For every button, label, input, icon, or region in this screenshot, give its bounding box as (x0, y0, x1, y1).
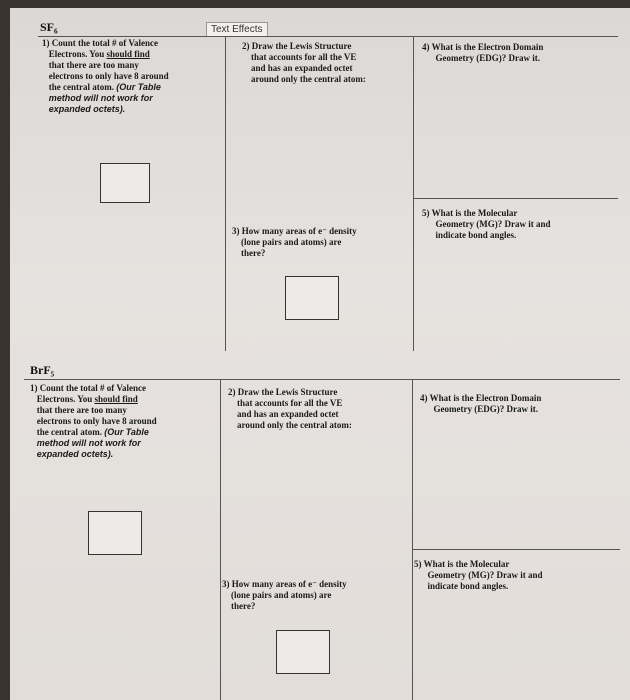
grid-line (24, 379, 620, 380)
grid-line (413, 198, 618, 199)
section-sf6 (10, 8, 630, 353)
grid-line (413, 36, 414, 351)
question-2: 2) Draw the Lewis Structure that accounts for all the VE and has an expanded octet around only the central atom: (228, 387, 352, 430)
grid-line (225, 36, 226, 351)
question-4: 4) What is the Electron Domain Geometry (EDG)? Draw it. (420, 393, 542, 414)
section-title: BrF₅ (30, 363, 55, 377)
text-effects-tooltip: Text Effects (206, 22, 268, 37)
grid-line (220, 379, 221, 700)
grid-line (38, 36, 618, 37)
answer-box-3[interactable] (285, 276, 339, 320)
answer-box-1[interactable] (100, 163, 150, 203)
grid-line (412, 549, 620, 550)
question-5: 5) What is the Molecular Geometry (MG)? Draw it and indicate bond angles. (422, 208, 551, 240)
question-2: 2) Draw the Lewis Structure that accounts for all the VE and has an expanded octet around only the central atom: (242, 41, 366, 84)
answer-box-3[interactable] (276, 630, 330, 674)
question-3: 3) How many areas of e⁻ density (lone pairs and atoms) are there? (222, 579, 347, 611)
section-brf5 (10, 353, 630, 700)
question-1: 1) Count the total # of Valence Electrons. You should find that there are too many electrons to only have 8 around the central atom. (Our Table method will not work for expanded octets). (42, 38, 169, 114)
question-5: 5) What is the Molecular Geometry (MG)? Draw it and indicate bond angles. (414, 559, 543, 591)
worksheet-page (10, 8, 630, 700)
question-1: 1) Count the total # of Valence Electrons. You should find that there are too many electrons to only have 8 around the central atom. (Our Table method will not work for expanded octets). (30, 383, 157, 459)
grid-line (412, 379, 413, 700)
answer-box-1[interactable] (88, 511, 142, 555)
question-4: 4) What is the Electron Domain Geometry (EDG)? Draw it. (422, 42, 544, 63)
section-title: SF₆ (40, 20, 58, 34)
question-3: 3) How many areas of e⁻ density (lone pairs and atoms) are there? (232, 226, 357, 258)
